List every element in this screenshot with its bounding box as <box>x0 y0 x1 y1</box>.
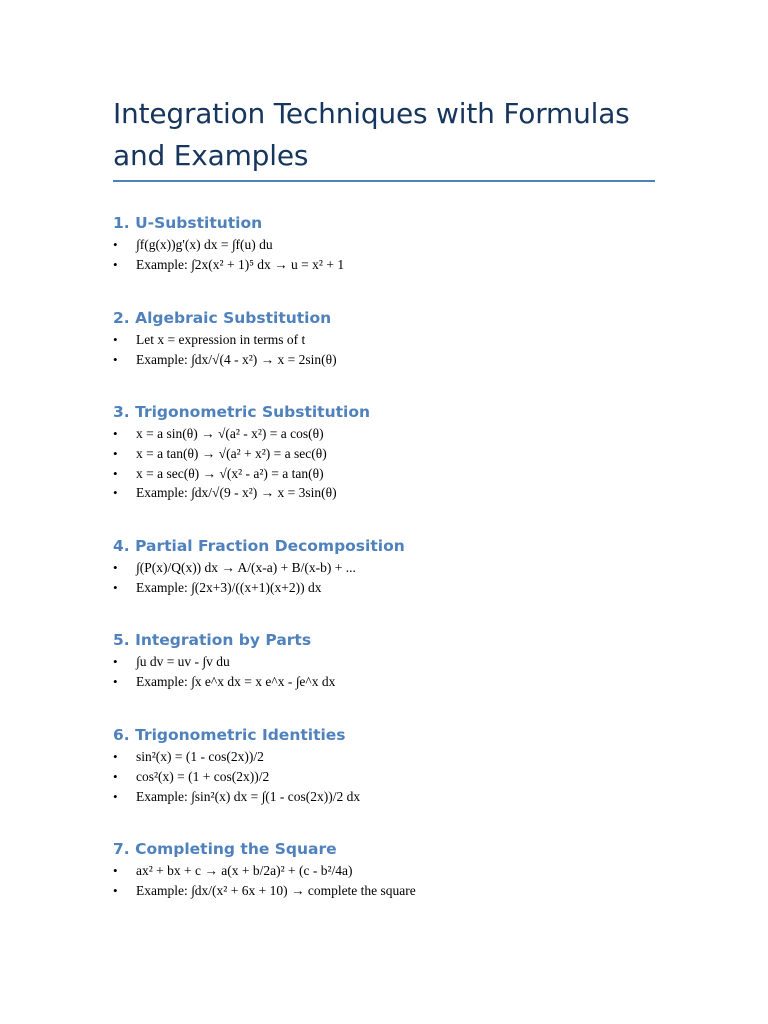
page-title: Integration Techniques with Formulas and Examples <box>113 97 630 172</box>
list-item <box>113 861 673 881</box>
section-algebraic-substitution <box>113 308 673 370</box>
list-item-text: ax² + bx + c → a(x + b/2a)² + (c - b²/4a) <box>136 863 353 878</box>
list-item <box>113 424 673 444</box>
list-item-text: sin²(x) = (1 - cos(2x))/2 <box>136 749 264 764</box>
list-item <box>113 444 673 464</box>
list-item-text: ∫f(g(x))g'(x) dx = ∫f(u) du <box>136 237 273 252</box>
list-item <box>113 881 673 901</box>
bullet-icon: • <box>113 788 118 804</box>
section-integration-by-parts <box>113 630 673 692</box>
section-u-substitution <box>113 213 673 275</box>
list-item-text: Example: ∫x e^x dx = x e^x - ∫e^x dx <box>136 673 336 689</box>
list-item-text: Example: ∫dx/(x² + 6x + 10) → complete the square <box>136 882 416 898</box>
section-heading: 7. Completing the Square <box>113 840 337 858</box>
section-trigonometric-substitution <box>113 402 673 503</box>
list-item <box>113 787 673 807</box>
bullet-icon: • <box>113 673 118 689</box>
bullet-icon: • <box>113 351 118 367</box>
list-item-text: Example: ∫dx/√(9 - x²) → x = 3sin(θ) <box>136 485 337 501</box>
list-item <box>113 652 673 672</box>
bullet-icon: • <box>113 426 118 441</box>
bullet-icon: • <box>113 749 118 764</box>
bullet-icon: • <box>113 654 118 669</box>
list-item-text: x = a sin(θ) → √(a² - x²) = a cos(θ) <box>136 426 324 441</box>
list-item-text: x = a tan(θ) → √(a² + x²) = a sec(θ) <box>136 445 327 461</box>
bullet-icon: • <box>113 485 118 501</box>
section-partial-fraction-decomposition <box>113 536 673 598</box>
list-item <box>113 255 673 275</box>
section-heading: 5. Integration by Parts <box>113 631 312 649</box>
bullet-icon: • <box>113 579 118 595</box>
list-item <box>113 350 673 370</box>
list-item <box>113 747 673 767</box>
section-heading: 4. Partial Fraction Decomposition <box>113 537 405 555</box>
bullet-icon: • <box>113 237 118 252</box>
bullet-icon: • <box>113 445 118 461</box>
section-heading: 6. Trigonometric Identities <box>113 726 346 744</box>
list-item <box>113 767 673 787</box>
section-completing-the-square <box>113 839 673 901</box>
bullet-list <box>113 652 673 692</box>
bullet-list <box>113 861 673 901</box>
bullet-icon: • <box>113 768 118 784</box>
bullet-icon: • <box>113 256 118 272</box>
list-item <box>113 558 673 578</box>
list-item-text: ∫u dv = uv - ∫v du <box>136 654 230 669</box>
bullet-list <box>113 424 673 503</box>
bullet-icon: • <box>113 465 118 481</box>
bullet-icon: • <box>113 882 118 898</box>
list-item <box>113 235 673 255</box>
list-item-text: cos²(x) = (1 + cos(2x))/2 <box>136 768 270 784</box>
section-heading: 1. U-Substitution <box>113 214 263 232</box>
list-item-text: Example: ∫2x(x² + 1)⁵ dx → u = x² + 1 <box>136 256 345 272</box>
list-item <box>113 672 673 692</box>
section-heading: 2. Algebraic Substitution <box>113 309 332 327</box>
bullet-icon: • <box>113 863 118 878</box>
section-heading: 3. Trigonometric Substitution <box>113 403 371 421</box>
title-divider <box>113 180 655 182</box>
list-item-text: ∫(P(x)/Q(x)) dx → A/(x-a) + B/(x-b) + ... <box>136 560 356 575</box>
list-item-text: Example: ∫(2x+3)/((x+1)(x+2)) dx <box>136 579 322 595</box>
list-item-text: Example: ∫sin²(x) dx = ∫(1 - cos(2x))/2 dx <box>136 788 361 804</box>
bullet-icon: • <box>113 332 118 347</box>
bullet-list <box>113 330 673 370</box>
list-item-text: Example: ∫dx/√(4 - x²) → x = 2sin(θ) <box>136 351 337 367</box>
list-item <box>113 330 673 350</box>
bullet-list <box>113 747 673 806</box>
list-item <box>113 483 673 503</box>
list-item-text: x = a sec(θ) → √(x² - a²) = a tan(θ) <box>136 465 324 481</box>
section-trigonometric-identities <box>113 725 673 806</box>
bullet-icon: • <box>113 560 118 575</box>
list-item <box>113 464 673 484</box>
list-item <box>113 578 673 598</box>
bullet-list <box>113 558 673 598</box>
list-item-text: Let x = expression in terms of t <box>136 332 306 347</box>
bullet-list <box>113 235 673 275</box>
